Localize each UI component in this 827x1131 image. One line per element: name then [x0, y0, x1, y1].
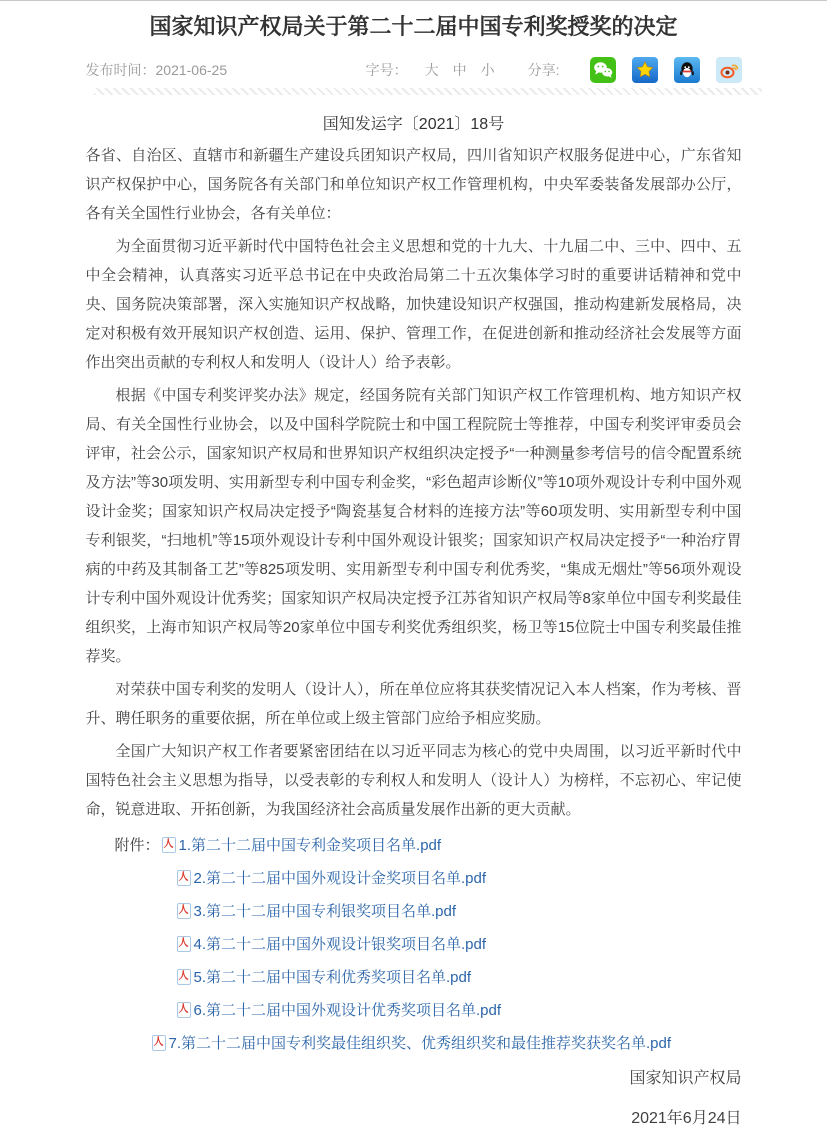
publish-time: 发布时间：2021-06-25 — [85, 62, 228, 78]
pdf-icon — [177, 903, 191, 919]
doc-number: 国知发运字〔2021〕18号 — [322, 116, 505, 133]
article-page — [86, 1, 742, 1131]
attachment-link-2[interactable]: 2.第二十二届中国外观设计金奖项目名单.pdf — [193, 870, 487, 887]
meta-right-group — [366, 57, 742, 83]
attachment-link-6[interactable]: 6.第二十二届中国外观设计优秀奖项目名单.pdf — [193, 1002, 502, 1019]
attachment-row — [86, 927, 742, 960]
font-size-large-button[interactable]: 大 — [424, 62, 439, 78]
pdf-icon — [177, 870, 191, 886]
attachment-link-1[interactable]: 1.第二十二届中国专利金奖项目名单.pdf — [178, 837, 442, 854]
attachments-label: 附件： — [114, 837, 160, 854]
share-label: 分享: — [527, 62, 560, 78]
page-title: 国家知识产权局关于第二十二届中国专利奖授奖的决定 — [149, 14, 678, 39]
pdf-icon — [177, 936, 191, 952]
meta-bar — [86, 57, 742, 83]
attachments-list — [86, 828, 742, 1059]
paragraph: 全国广大知识产权工作者要紧密团结在以习近平同志为核心的党中央周围，以习近平新时代中国特色社会主义思想为指导，以受表彰的专利权人和发明人（设计人）为榜样，不忘初心、牢记使命，锐意进取、开拓创新，为我国经济社会高质量发展作出新的更大贡献。 — [85, 743, 742, 818]
font-size-label: 字号： — [365, 62, 408, 78]
attachment-row — [86, 894, 742, 927]
qzone-share-icon[interactable] — [632, 57, 658, 83]
signature-agency: 国家知识产权局 — [629, 1070, 742, 1087]
attachment-row — [86, 993, 742, 1026]
attachment-row — [86, 861, 742, 894]
pdf-icon — [162, 837, 176, 853]
paragraph: 对荣获中国专利奖的发明人（设计人），所在单位应将其获奖情况记入本人档案，作为考核、晋升、聘任职务的重要依据，所在单位或上级主管部门应给予相应奖励。 — [85, 681, 742, 727]
font-size-medium-button[interactable]: 中 — [452, 62, 467, 78]
hatched-divider — [94, 88, 762, 95]
attachment-link-3[interactable]: 3.第二十二届中国专利银奖项目名单.pdf — [193, 903, 457, 920]
wechat-share-icon[interactable] — [590, 57, 616, 83]
attachment-link-5[interactable]: 5.第二十二届中国专利优秀奖项目名单.pdf — [193, 969, 472, 986]
signature-date: 2021年6月24日 — [631, 1110, 742, 1127]
paragraph-salutation: 各省、自治区、直辖市和新疆生产建设兵团知识产权局，四川省知识产权服务促进中心，广东省知识产权保护中心，国务院各有关部门和单位知识产权工作管理机构，中央军委装备发展部办公厅，各有关全国性行业协会，各有关单位： — [85, 147, 742, 222]
attachment-row — [86, 828, 742, 861]
document-body — [86, 141, 742, 824]
attachment-row — [86, 1026, 742, 1059]
attachment-link-7[interactable]: 7.第二十二届中国专利奖最佳组织奖、优秀组织奖和最佳推荐奖获奖名单.pdf — [168, 1035, 672, 1052]
paragraph: 根据《中国专利奖评奖办法》规定，经国务院有关部门知识产权工作管理机构、地方知识产权局、有关全国性行业协会，以及中国科学院院士和中国工程院院士等推荐，中国专利奖评审委员会评审，社会公示，国家知识产权局和世界知识产权组织决定授予“一种测量参考信号的信令配置系统及方法”等30项发明、实用新型专利中国专利金奖，“彩色超声诊断仪”等10项外观设计专利中国外观设计金奖；国家知识产权局决定授予“陶瓷基复合材料的连接方法”等60项发明、实用新型专利中国专利银奖，“扫地机”等15项外观设计专利中国外观设计银奖；国家知识产权局决定授予“一种治疗胃病的中药及其制备工艺”等825项发明、实用新型专利中国专利优秀奖，“集成无烟灶”等56项外观设计专利中国外观设计优秀奖；国家知识产权局决定授予江苏省知识产权局等8家单位中国专利奖最佳组织奖，上海市知识产权局等20家单位中国专利奖优秀组织奖，杨卫等15位院士中国专利奖最佳推荐奖。 — [85, 387, 742, 665]
pdf-icon — [177, 969, 191, 985]
pdf-icon — [152, 1035, 166, 1051]
attachment-row — [86, 960, 742, 993]
attachment-link-4[interactable]: 4.第二十二届中国外观设计银奖项目名单.pdf — [193, 936, 487, 953]
paragraph: 为全面贯彻习近平新时代中国特色社会主义思想和党的十九大、十九届二中、三中、四中、五中全会精神，认真落实习近平总书记在中央政治局第二十五次集体学习时的重要讲话精神和党中央、国务院决策部署，深入实施知识产权战略，加快建设知识产权强国，推动构建新发展格局，决定对积极有效开展知识产权创造、运用、保护、管理工作，在促进创新和推动经济社会发展等方面作出突出贡献的专利权人和发明人（设计人）给予表彰。 — [85, 238, 742, 371]
font-size-small-button[interactable]: 小 — [480, 62, 495, 78]
pdf-icon — [177, 1002, 191, 1018]
qq-share-icon[interactable] — [674, 57, 700, 83]
weibo-share-icon[interactable] — [716, 57, 742, 83]
